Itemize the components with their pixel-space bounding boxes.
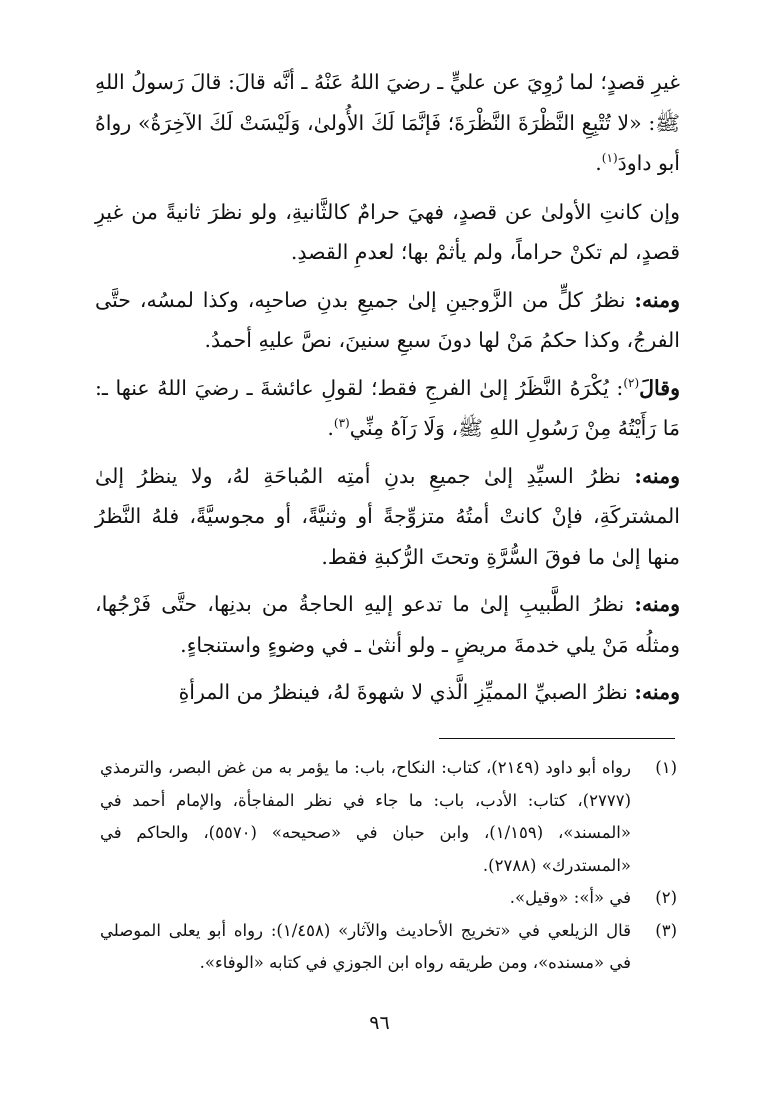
footnote-1-number: (١)	[655, 758, 677, 777]
main-text	[95, 62, 680, 720]
paragraph-4-text: : يُكْرَهُ النَّظَرُ إلىٰ الفرجِ فقط؛ لقولِ عائشةَ ـ رضيَ اللهُ عنها ـ: مَا رَأَيْتُهُ مِنْ رَسُولِ اللهِ ﷺ، وَلَا رَآهُ مِنِّي	[95, 375, 680, 440]
paragraph-1-tail: .	[595, 151, 602, 175]
footnote-1	[100, 752, 677, 882]
footnote-ref-3[interactable]: (٣)	[333, 416, 350, 431]
footnote-1-text: رواه أبو داود (٢١٤٩)، كتاب: النكاح، باب: ما يؤمر به من غض البصر، والترمذي (٢٧٧٧)، كتاب: الأدب، باب: ما جاء في نظر المفاجأة، والإمام أحمد في «المسند»، (١/١٥٩)، وابن حبان في «صحيحه» (٥٥٧٠)، والحاكم في «المستدرك» (٢٧٨٨).	[100, 758, 631, 875]
paragraph-4-tail: .	[327, 416, 334, 440]
footnote-ref-1[interactable]: (١)	[601, 151, 618, 166]
footnote-3-number: (٣)	[655, 920, 677, 940]
footnotes	[100, 752, 677, 980]
footnote-3-text: قال الزيلعي في «تخريج الأحاديث والآثار» (١/٤٥٨): رواه أبو يعلى الموصلي في «مسنده»، ومن طريقه رواه ابن الجوزي في كتابه «الوفاء».	[100, 920, 631, 972]
paragraph-3	[95, 280, 680, 361]
footnote-2-number: (٢)	[655, 888, 677, 907]
footnote-3	[100, 915, 677, 980]
paragraph-5	[95, 456, 680, 578]
paragraph-6-lead: ومنه:	[634, 592, 680, 616]
footnote-ref-2[interactable]: (٢)	[623, 375, 640, 390]
paragraph-7	[95, 672, 680, 713]
footnote-divider	[439, 738, 675, 739]
paragraph-2-text: وإن كانتِ الأولىٰ عن قصدٍ، فهيَ حرامٌ كالثَّانيةِ، ولو نظرَ ثانيةً من غيرِ قصدٍ، لم تكنْ حراماً، ولم يأثمْ بها؛ لعدمِ القصدِ.	[95, 199, 680, 264]
paragraph-3-text: نظرُ كلٍّ من الزَّوجينِ إلىٰ جميعِ بدنِ صاحبِه، وكذا لمسُه، حتَّى الفرجُ، وكذا حكمُ مَنْ لها دونَ سبعِ سنينَ، نصَّ عليهِ أحمدُ.	[95, 287, 680, 352]
paragraph-6-text: نظرُ الطَّبيبِ إلىٰ ما تدعو إليهِ الحاجةُ من بدنِها، حتَّى فَرْجُها، ومثلُه مَنْ يلي خدمةَ مريضٍ ـ ولو أنثىٰ ـ في وضوءٍ واستنجاءٍ.	[95, 592, 680, 657]
paragraph-1-text: غيرِ قصدٍ؛ لما رُوِيَ عن عليٍّ ـ رضيَ اللهُ عَنْهُ ـ أنَّه قالَ: قالَ رَسولُ اللهِ ﷺ: «لا تُتْبِعِ النَّظْرَةَ النَّظْرَةَ؛ فَإنَّمَا لَكَ الأُولىٰ، وَلَيْسَتْ لَكَ الآخِرَةُ» رواهُ أبو داودَ	[95, 70, 680, 175]
paragraph-4	[95, 368, 680, 449]
paragraph-7-text: نظرُ الصبيِّ المميِّزِ الَّذي لا شهوةَ لهُ، فينظرُ من المرأةِ	[178, 680, 635, 704]
paragraph-2	[95, 192, 680, 273]
paragraph-6	[95, 584, 680, 665]
footnote-2	[100, 882, 677, 915]
paragraph-5-text: نظرُ السيِّدِ إلىٰ جميعِ بدنِ أمتِه المُباحَةِ لهُ، ولا ينظرُ إلىٰ المشتركَةِ، فإنْ كانتْ أمتُهُ متزوِّجةً أو وثنيَّةً، أو مجوسيَّةً، فلهُ النَّظرُ منها إلىٰ ما فوقَ السُّرَّةِ وتحتَ الرُّكبةِ فقط.	[95, 463, 680, 569]
paragraph-1	[95, 62, 680, 184]
paragraph-4-lead: وقالَ	[639, 375, 680, 400]
footnote-2-text: في «أ»: «وقيل».	[509, 888, 631, 907]
paragraph-5-lead: ومنه:	[634, 463, 680, 488]
page-number: ٩٦	[369, 1012, 390, 1034]
paragraph-3-lead: ومنه:	[634, 287, 680, 312]
paragraph-7-lead: ومنه:	[634, 680, 680, 704]
